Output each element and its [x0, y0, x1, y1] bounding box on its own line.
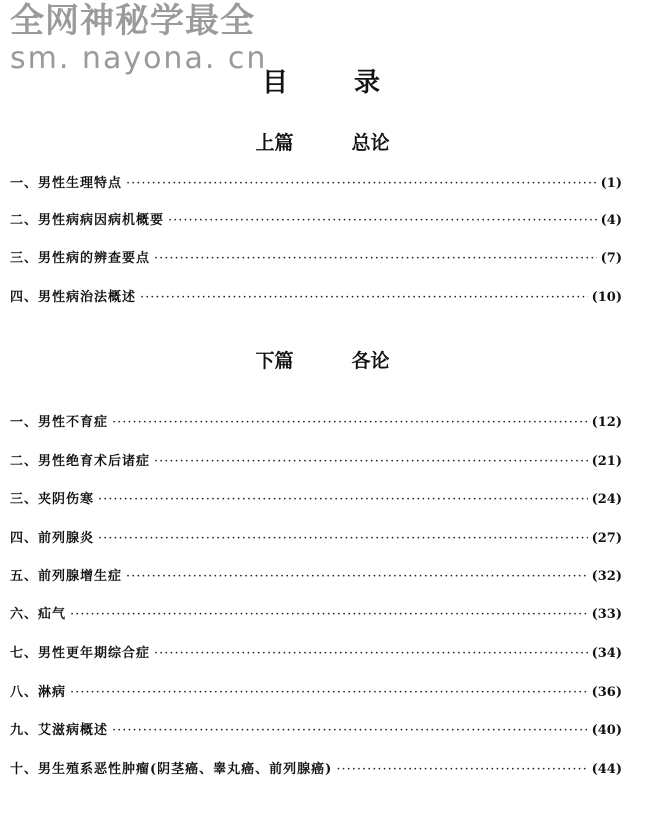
toc-entry[interactable] — [10, 488, 622, 506]
toc-entry[interactable] — [10, 527, 622, 545]
page-title — [262, 62, 384, 99]
watermark-title: 全网神秘学最全 — [10, 1, 255, 41]
section-part-label: 上篇 — [255, 132, 294, 154]
toc-entry[interactable] — [10, 172, 622, 190]
toc-page-number: (44) — [591, 762, 622, 777]
section-part-label: 下篇 — [255, 350, 294, 372]
toc-leader-dots — [154, 646, 588, 661]
toc-entry[interactable] — [10, 286, 622, 304]
toc-page-number: (27) — [591, 531, 622, 546]
toc-leader-dots — [70, 607, 588, 622]
toc-entry[interactable] — [10, 642, 622, 660]
section-name-label: 各论 — [351, 350, 390, 372]
toc-leader-dots — [140, 290, 588, 305]
toc-leader-dots — [336, 762, 587, 777]
page-title-part1: 目 — [262, 68, 293, 98]
toc-entry-text: 九、艾滋病概述 — [10, 723, 109, 738]
toc-leader-dots — [112, 723, 588, 738]
toc-entry-text: 二、男性病病因病机概要 — [10, 213, 165, 228]
toc-entry-text: 十、男生殖系恶性肿瘤(阴茎癌、睾丸癌、前列腺癌) — [10, 762, 333, 777]
toc-entry[interactable] — [10, 565, 622, 583]
toc-entry[interactable] — [10, 758, 622, 776]
toc-page-number: (12) — [591, 415, 622, 430]
toc-page-number: (10) — [591, 290, 622, 305]
toc-entry-text: 六、疝气 — [10, 607, 67, 622]
toc-page-number: (21) — [591, 454, 622, 469]
toc-page-number: (4) — [600, 213, 622, 228]
toc-entry-text: 七、男性更年期综合症 — [10, 646, 151, 661]
toc-entry-text: 四、男性病治法概述 — [10, 290, 137, 305]
toc-page-number: (36) — [591, 685, 622, 700]
toc-entry[interactable] — [10, 247, 622, 265]
toc-entry-text: 四、前列腺炎 — [10, 531, 95, 546]
toc-leader-dots — [154, 251, 597, 266]
section-name-label: 总论 — [351, 132, 390, 154]
toc-leader-dots — [98, 531, 588, 546]
toc-entry-text: 八、淋病 — [10, 685, 67, 700]
toc-entry-text: 三、男性病的辨查要点 — [10, 251, 151, 266]
toc-page-number: (40) — [591, 723, 622, 738]
toc-page-number: (34) — [591, 646, 622, 661]
toc-entry-text: 一、男性不育症 — [10, 415, 109, 430]
toc-leader-dots — [126, 176, 597, 191]
toc-entry-text: 一、男性生理特点 — [10, 176, 123, 191]
section-title-upper — [0, 128, 645, 155]
watermark — [10, 1, 268, 76]
watermark-url: sm. nayona. cn — [10, 41, 268, 76]
toc-entry-text: 三、夹阴伤寒 — [10, 492, 95, 507]
toc-entry[interactable] — [10, 603, 622, 621]
toc-entry-text: 五、前列腺增生症 — [10, 569, 123, 584]
toc-entry[interactable] — [10, 209, 622, 227]
toc-leader-dots — [112, 415, 588, 430]
section-title-lower — [0, 346, 645, 373]
toc-leader-dots — [168, 213, 597, 228]
toc-entry-text: 二、男性绝育术后诸症 — [10, 454, 151, 469]
page-title-part2: 录 — [354, 68, 385, 98]
toc-page-number: (7) — [600, 251, 622, 266]
toc-page-number: (24) — [591, 492, 622, 507]
toc-entry[interactable] — [10, 411, 622, 429]
toc-entry[interactable] — [10, 450, 622, 468]
toc-leader-dots — [126, 569, 588, 584]
toc-entry[interactable] — [10, 719, 622, 737]
toc-leader-dots — [154, 454, 588, 469]
toc-page-number: (33) — [591, 607, 622, 622]
toc-page-number: (1) — [600, 176, 622, 191]
toc-leader-dots — [70, 685, 588, 700]
toc-entry[interactable] — [10, 681, 622, 699]
toc-page-number: (32) — [591, 569, 622, 584]
toc-leader-dots — [98, 492, 588, 507]
